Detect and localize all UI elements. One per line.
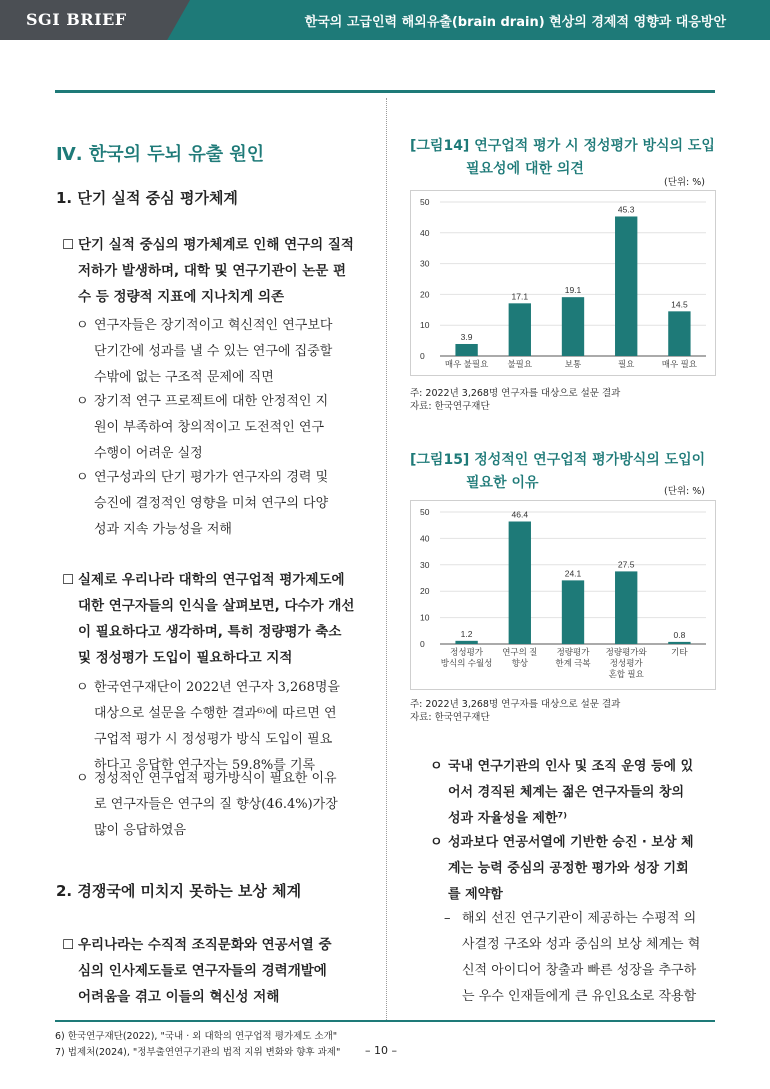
x-tick-label: 향상 <box>511 658 529 668</box>
text-line: 원이 부족하여 창의적이고 도전적인 연구 <box>94 420 325 435</box>
bar-chart <box>410 190 716 376</box>
text-line: 한국연구재단이 2022년 연구자 3,268명을 <box>94 680 340 695</box>
text-line: 성과 지속 가능성을 저해 <box>94 522 232 537</box>
square-bullet-mark: ☐ <box>62 937 75 953</box>
y-tick-label: 20 <box>420 289 430 300</box>
text-line: 정성적인 연구업적 평가방식이 필요한 이유 <box>94 771 337 786</box>
note-text: 주: 2022년 3,268명 연구자를 대상으로 설문 결과 <box>410 388 621 399</box>
header-bar <box>0 0 770 40</box>
figure-title: 필요성에 대한 의견 <box>466 161 584 177</box>
subsection-title: 2. 경쟁국에 미치지 못하는 보상 체계 <box>56 882 302 900</box>
bullet-text <box>78 567 354 671</box>
x-tick-label: 연구의 질 <box>502 647 538 657</box>
page-number: – 10 – <box>365 1044 397 1057</box>
text-line: 국내 연구기관의 인사 및 조직 운영 등에 있 <box>448 759 694 774</box>
data-label: 24.1 <box>564 568 582 579</box>
bullet-text <box>448 754 693 832</box>
text-line: 우리나라는 수직적 조직문화와 연공서열 중 <box>78 937 332 953</box>
unit-label: (단위: %) <box>664 486 706 497</box>
text-line: 어려움을 겪고 이들의 혁신성 저해 <box>78 989 280 1005</box>
text-line: 성과보다 연공서열에 기반한 승진 · 보상 체 <box>448 835 694 850</box>
bar <box>668 311 690 356</box>
text-line: 이 필요하다고 생각하며, 특히 정량평가 축소 <box>78 624 342 640</box>
x-tick-label: 정량평가와 <box>605 647 647 657</box>
column-divider <box>386 98 387 1020</box>
bar <box>668 642 690 644</box>
bullet-text <box>94 313 332 391</box>
x-tick-label: 보통 <box>564 359 582 369</box>
square-bullet-mark: ☐ <box>62 572 75 588</box>
footnote: 7) 법제처(2024), "정부출연연구기관의 법적 지위 변화와 향후 과제" <box>55 1047 341 1058</box>
text-line: 수행이 어려운 실정 <box>94 446 203 461</box>
y-tick-label: 0 <box>420 351 425 361</box>
bullet-text <box>78 932 332 1010</box>
y-tick-label: 0 <box>420 639 425 649</box>
text-line: 계는 능력 중심의 공정한 평가와 성장 기회 <box>448 861 689 876</box>
x-tick-label: 매우 불필요 <box>444 359 489 369</box>
text-line: 많이 응답하였음 <box>94 823 187 838</box>
circle-bullet-mark: ㅇ <box>76 318 89 333</box>
text-line: 수 등 정량적 지표에 지나치게 의존 <box>78 289 285 305</box>
text-line: 실제로 우리나라 대학의 연구업적 평가제도에 <box>78 572 345 588</box>
y-tick-label: 10 <box>420 320 430 331</box>
bullet-text <box>94 465 328 543</box>
bar <box>509 303 531 356</box>
bar <box>615 571 637 644</box>
x-tick-label: 방식의 수월성 <box>440 658 493 668</box>
section-title: Ⅳ. 한국의 두뇌 유출 원인 <box>56 144 265 165</box>
x-tick-label: 기타 <box>671 647 688 657</box>
source-text: 자료: 한국연구재단 <box>410 712 490 723</box>
x-tick-label: 매우 필요 <box>661 359 698 369</box>
x-tick-label: 정성평가 <box>609 658 643 668</box>
x-tick-label: 정량평가 <box>556 647 590 657</box>
figure-title: [그림15] 정성적인 연구업적 평가방식의 도입이 <box>410 452 706 468</box>
bullet-text <box>78 232 354 310</box>
text-line: 는 우수 인재들에게 큰 유인요소로 작용함 <box>462 989 697 1004</box>
report-title: 한국의 고급인력 해외유출(brain drain) 현상의 경제적 영향과 대응방안 <box>304 15 726 30</box>
bar <box>455 641 477 644</box>
text-line: 심의 인사제도들로 연구자들의 경력개발에 <box>78 963 327 979</box>
bullet-text <box>448 830 694 908</box>
text-line: 저하가 발생하며, 대학 및 연구기관이 논문 편 <box>78 263 347 279</box>
y-tick-label: 40 <box>420 533 430 544</box>
text-line: 성과 자율성을 제한⁷⁾ <box>448 811 567 826</box>
text-line: 구업적 평가 시 정성평가 방식 도입이 필요 <box>94 732 333 747</box>
data-label: 3.9 <box>460 331 473 342</box>
text-line: 승진에 결정적인 영향을 미쳐 연구의 다양 <box>94 496 329 511</box>
data-label: 19.1 <box>564 285 582 296</box>
circle-bullet-mark: ㅇ <box>76 470 89 485</box>
data-label: 46.4 <box>511 509 529 520</box>
data-label: 27.5 <box>617 559 635 570</box>
text-line: 해외 선진 연구기관이 제공하는 수평적 의 <box>462 911 697 926</box>
y-tick-label: 10 <box>420 612 430 623</box>
text-line: 단기 실적 중심의 평가체계로 인해 연구의 질적 <box>78 237 354 253</box>
x-tick-label: 한계 극복 <box>555 658 591 668</box>
x-tick-label: 정성평가 <box>450 647 484 657</box>
bar <box>562 297 584 356</box>
bullet-text <box>462 906 700 1010</box>
circle-bullet-mark: ㅇ <box>76 394 89 409</box>
figure-note <box>410 387 620 413</box>
note-text: 주: 2022년 3,268명 연구자를 대상으로 설문 결과 <box>410 699 621 710</box>
text-line: 연구자들은 장기적이고 혁신적인 연구보다 <box>94 318 333 333</box>
data-label: 14.5 <box>671 299 688 310</box>
y-tick-label: 40 <box>420 227 430 238</box>
bar <box>562 580 584 644</box>
bar-chart <box>410 500 716 690</box>
bar <box>615 216 637 356</box>
bar <box>509 522 531 644</box>
data-label: 17.1 <box>511 291 529 302</box>
data-label: 1.2 <box>460 628 473 639</box>
circle-bullet-mark: ㅇ <box>430 835 443 850</box>
text-line: 수밖에 없는 구조적 문제에 직면 <box>94 370 274 385</box>
text-line: 신적 아이디어 창출과 빠른 성장을 추구하 <box>462 963 697 978</box>
text-line: 연구성과의 단기 평가가 연구자의 경력 및 <box>94 470 329 485</box>
figure-title: [그림14] 연구업적 평가 시 정성평가 방식의 도입 <box>410 138 715 154</box>
y-tick-label: 30 <box>420 559 430 570</box>
x-tick-label: 필요 <box>617 359 635 369</box>
square-bullet-mark: ☐ <box>62 237 75 253</box>
text-line: 하다고 응답한 연구자는 59.8%를 기록 <box>94 758 316 773</box>
subsection-title: 1. 단기 실적 중심 평가체계 <box>56 189 238 207</box>
y-tick-label: 50 <box>420 197 430 207</box>
bullet-text <box>94 389 328 467</box>
text-line: 사결정 구조와 성과 중심의 보상 체계는 혁 <box>462 937 701 952</box>
text-line: 대상으로 설문을 수행한 결과⁶⁾에 따르면 연 <box>94 706 337 721</box>
text-line: 를 제약함 <box>448 887 503 902</box>
x-tick-label: 혼합 필요 <box>608 669 644 679</box>
text-line: 단기간에 성과를 낼 수 있는 연구에 집중할 <box>94 344 333 359</box>
text-line: 대한 연구자들의 인식을 살펴보면, 다수가 개선 <box>78 598 355 614</box>
figure-note <box>410 698 620 724</box>
circle-bullet-mark: ㅇ <box>430 759 443 774</box>
y-tick-label: 50 <box>420 507 430 517</box>
bullet-text <box>94 766 338 844</box>
y-tick-label: 20 <box>420 586 430 597</box>
data-label: 0.8 <box>673 629 686 640</box>
bottom-rule <box>55 1020 715 1022</box>
text-line: 장기적 연구 프로젝트에 대한 안정적인 지 <box>94 394 329 409</box>
bar <box>455 344 477 356</box>
text-line: 어서 경직된 체계는 젊은 연구자들의 창의 <box>448 785 685 800</box>
circle-bullet-mark: ㅇ <box>76 771 89 786</box>
y-tick-label: 30 <box>420 258 430 269</box>
circle-bullet-mark: ㅇ <box>76 680 89 695</box>
source-text: 자료: 한국연구재단 <box>410 401 490 412</box>
data-label: 45.3 <box>617 204 635 215</box>
figure-title: 필요한 이유 <box>466 475 539 491</box>
top-rule <box>55 90 715 93</box>
footnote: 6) 한국연구재단(2022), "국내 · 외 대학의 연구업적 평가제도 소개" <box>55 1031 338 1042</box>
text-line: 및 정성평가 도입이 필요하다고 지적 <box>78 650 293 666</box>
x-tick-label: 불필요 <box>507 359 533 369</box>
bullet-text <box>94 675 340 779</box>
brand-logo: SGI BRIEF <box>26 10 127 29</box>
dash-bullet-mark: – <box>444 911 451 926</box>
text-line: 로 연구자들은 연구의 질 향상(46.4%)가장 <box>94 797 338 812</box>
unit-label: (단위: %) <box>664 177 706 188</box>
